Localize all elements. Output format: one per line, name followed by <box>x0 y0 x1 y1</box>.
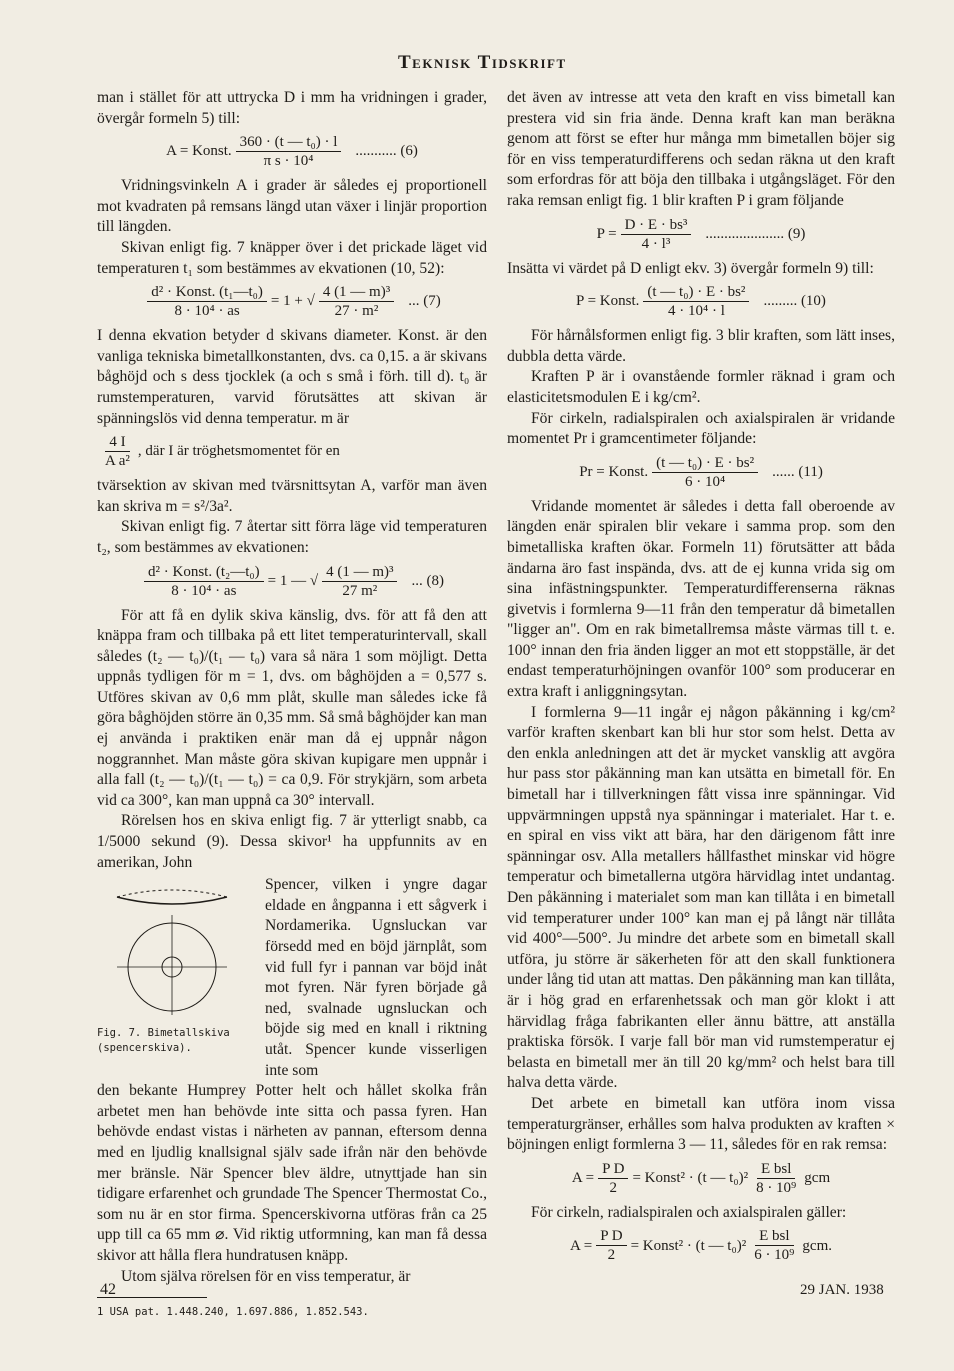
formula-7 <box>97 283 487 320</box>
paragraph: Kraften P är i ovanstående formler räknad i gram och elasticitetsmodulen E i kg/cm². <box>507 368 895 406</box>
paragraph: För hårnålsformen enligt fig. 3 blir kraften, som lätt inses, dubbla detta värde. <box>507 327 895 365</box>
paragraph: För cirkeln, radialspiralen och axialspiralen gäller: <box>531 1203 847 1221</box>
equation-number: ...... (11) <box>772 463 823 480</box>
formula-9 <box>507 216 895 253</box>
equation-number: ... (7) <box>408 293 441 310</box>
fraction <box>621 216 692 253</box>
denominator: 6 · 10⁹ <box>754 1247 795 1264</box>
paragraph: I denna ekvation betyder d skivans diameter. Konst. är den vanliga tekniska bimetallkonstanten, dvs. ca 0,15. a är skivans båghöjd och s dess tjocklek (a och s små i förh. till d). t₀ är rumstemperaturen, varvid förutsättes att skivan är spänningslös vid denna temperatur. m är <box>97 327 487 427</box>
denominator: 6 · 10⁴ <box>684 473 726 490</box>
paragraph: det även av intresse att veta den kraft en viss bimetall kan prestera vid sin fria ände. Denna kraft kan man beräkna genom att först se efter hur många mm bimetallen böjer sig för en viss temperaturdifferens och sedan räkna ut den kraft som erfordras för att böja den tillbaka i utgångsläget. För den raka remsan enligt fig. 1 blir kraften P i gram följande <box>507 89 895 209</box>
fraction <box>101 433 134 470</box>
numerator: 360 · (t — t₀) · l <box>236 133 342 152</box>
fraction <box>147 283 267 320</box>
equation-number: ......... (10) <box>763 293 826 310</box>
formula-operator: = 1 + √ <box>270 293 315 310</box>
denominator: π s · 10⁴ <box>263 153 314 170</box>
paragraph: man i stället för att uttrycka D i mm ha vridningen i grader, övergår formeln 5) till: <box>97 89 487 127</box>
formula-lhs: A = Konst. <box>166 143 232 160</box>
paragraph: Skivan enligt fig. 7 återtar sitt förra läge vid temperaturen t₂, som bestämmes av ekvationen: <box>97 518 487 556</box>
formula-lhs: A = <box>571 1169 595 1186</box>
formula-operator: = 1 — √ <box>267 572 319 589</box>
bimetal-disc-diagram <box>97 875 247 1015</box>
figure-caption: Fig. 7. Bimetallskiva (spencerskiva). <box>97 1026 230 1054</box>
denominator: 2 <box>607 1247 616 1264</box>
formula-lhs: Pr = Konst. <box>579 463 649 480</box>
fraction <box>643 283 749 320</box>
formula-6 <box>97 133 487 170</box>
numerator: d² · Konst. (t₂—t₀) <box>144 563 264 582</box>
paragraph: För cirkeln, radialspiralen och axialspiralen är vridande momentet Pr i gramcentimeter följande: <box>507 409 895 448</box>
formula-8 <box>97 563 487 600</box>
formula-operator: = Konst² · (t — t₀)² <box>632 1169 749 1186</box>
paragraph: Spencer, vilken i yngre dagar eldade en ångpanna i ett sågverk i Nordamerika. Ugnsluckan var försedd med en böjd järnplåt, som vid full fyr i pannan var böjd inåt mot fyren. När fyren började gå ned, svalnade ugnsluckan och böjde sig med en knall i riktning utåt. Spencer kunde visserligen inte som <box>265 876 487 1079</box>
paragraph: Insätta vi värdet på D enligt ekv. 3) övergår formeln 9) till: <box>507 259 874 277</box>
root-fraction <box>319 283 394 320</box>
numerator: 4 (1 — m)³ <box>322 563 397 582</box>
formula-lhs: P = Konst. <box>576 293 640 310</box>
journal-title: Teknisk Tidskrift <box>398 52 567 73</box>
figure-block <box>97 875 487 1081</box>
paragraph: tvärsektion av skivan med tvärsnittsytan A, varför man även kan skriva m = s²/3a². <box>97 477 487 515</box>
formula-11 <box>507 454 895 491</box>
figure-7 <box>97 875 257 1081</box>
issue-date: 29 JAN. 1938 <box>800 1282 884 1298</box>
formula-operator: = Konst² · (t — t₀)² <box>630 1237 747 1254</box>
equation-number: ........... (6) <box>355 143 418 160</box>
equation-number: ..................... (9) <box>705 225 806 242</box>
denominator: A a² <box>105 453 130 470</box>
right-column <box>507 88 895 1270</box>
paragraph: Vridande momentet är således i detta fall oberoende av längden enär spiralen blir vekare i samma prop. som den bimetalliska kraften ökar. Formeln 11) förutsätter att båda ändarna äro fast inspända, dvs. att de ej kunna vrida sig om sina infästningspunkter. Temperaturdifferenserna räknas givetvis i formlerna 9—11 från den temperatur då bimetallen "ligger an". Om en rak bimetallremsa måste värmas till t. e. 100° innan den fria änden ligger an mot ett stoppställe, är det endast temperaturhöjningen ovanför 100° som producerar en extra kraft i anliggningsytan. <box>507 497 895 701</box>
numerator: 4 I <box>105 433 129 452</box>
paragraph: Vridningsvinkeln A i grader är således ej proportionell mot kvadraten på remsans längd utan växer i linjär proportion till längden. <box>97 177 487 236</box>
unit: gcm. <box>802 1237 832 1254</box>
paragraph: Rörelsen hos en skiva enligt fig. 7 är ytterligt snabb, ca 1/5000 sekund (9). Dessa skivor¹ ha uppfunnits av en amerikan, John <box>97 812 487 871</box>
denominator: 4 · l³ <box>641 235 671 252</box>
left-column <box>97 88 487 1323</box>
fraction <box>596 1227 626 1264</box>
numerator: P D <box>598 1160 628 1179</box>
denominator: 8 · 10⁹ <box>756 1179 797 1196</box>
paragraph: Skivan enligt fig. 7 knäpper över i det prickade läget vid temperaturen t₁ som bestämmes av ekvationen (10, 52): <box>97 238 487 277</box>
footnote: 1 USA pat. 1.448.240, 1.697.886, 1.852.543. <box>97 1306 369 1319</box>
paragraph: den bekante Humprey Potter helt och hållet skolka från arbetet men han behövde inte sitta och passa fyren. Han behövde endast vistas i närheten av pannan, eftersom denna med en ljudlig knallsignal själv sade ifrån när den behövde mer bränsle. När Spencer blev äldre, utnyttjade han sin tidigare erfarenhet och grundade The Spencer Thermostat Co., som nu är en stor firma. Spencerskivorna utföras från ca 25 upp till ca 65 mm ⌀. Vid riktig utformning, kan man få dessa skivor att hålla flera hundratusen knäpp. <box>97 1082 487 1264</box>
inline-formula <box>97 433 487 470</box>
numerator: D · E · bs³ <box>621 216 692 235</box>
numerator: 4 (1 — m)³ <box>319 283 394 302</box>
formula-lhs: P = <box>596 225 617 242</box>
numerator: E bsl <box>757 1160 795 1179</box>
numerator: E bsl <box>755 1227 793 1246</box>
numerator: P D <box>596 1227 626 1246</box>
paragraph: Utom själva rörelsen för en viss temperatur, är <box>121 1267 411 1285</box>
numerator: d² · Konst. (t₁—t₀) <box>147 283 267 302</box>
fraction <box>598 1160 628 1197</box>
root-fraction <box>322 563 397 600</box>
equation-number: ... (8) <box>411 572 444 589</box>
fraction <box>236 133 342 170</box>
denominator: 4 · 10⁴ · l <box>667 303 725 320</box>
denominator: 2 <box>609 1179 618 1196</box>
formula-lhs: A = <box>570 1237 593 1254</box>
formula-work-straight <box>507 1160 895 1197</box>
fraction <box>750 1227 798 1264</box>
formula-text: , där I är tröghetsmomentet för en <box>137 443 340 460</box>
formula-work-spiral <box>507 1227 895 1264</box>
paragraph: För att få en dylik skiva känslig, dvs. för att få den att knäppa fram och tillbaka på ett litet temperaturintervall, skall således (t₂ — t₀)/(t₁ — t₀) vara så nära 1 som möjligt. Detta uppnås tydligen för m = 1, dvs. om båghöjden a = 0,577 s. Utföres skivan av 0,6 mm plåt, skulle man således icke få göra båghöjden större än 0,35 mm. Så små båghöjder kan man ej använda i praktiken enär man då ej uppnår någon noggrannhet. Man måste göra skivan kupigare men uppnår i alla fall (t₂ — t₀)/(t₁ — t₀) = ca 0,9. För strykjärn, som arbeta vid ca 300°, kan man uppnå ca 30° intervall. <box>97 606 487 809</box>
fraction <box>752 1160 800 1197</box>
fraction <box>144 563 264 600</box>
paragraph: Det arbete en bimetall kan utföra inom vissa temperaturgränser, erhålles som halva produkten av kraften × böjningen enligt formlerna 3 — 11, således för en rak remsa: <box>507 1094 895 1154</box>
denominator: 27 m² <box>342 582 378 599</box>
denominator: 27 · m² <box>334 303 379 320</box>
numerator: (t — t₀) · E · bs² <box>643 283 749 302</box>
paragraph: I formlerna 9—11 ingår ej någon påkänning i kg/cm² varför kraften skenbart kan bli hur stor som helst. Detta av den enkla anledningen att det är mycket vansklig att avgöra hur pass stor påkänning man kan utsätta en bimetall för. En bimetall har i tillverkningen fått vissa inre spänningar. Vid uppvärmningen uppstå nya spänningar i materialet. Har t. e. en spiral en viss vikt att bära, har den därigenom fått inre spänningar osv. Alla metallers hållfasthet minskar vid högre temperatur och bimetallerna utgöra härvidlag intet undantag. Den påkänning i materialet som man kan tillåta i en bimetall vid temperaturer under 100° kan man ej på långt när tillåta vid 400°—500°. Ju mindre det arbete som en bimetall skall utföra, ju större är säkerheten för att den skall funktionera under lång tid utan att mattas. Den påkänning man kan tillåta, är i hög grad en erfarenhetssak och man gör klokt i att härvidlag fråga fabrikanten eller ännu bättre, att anställa praktiska försök. I varje fall bör man vid rumstemperatur ej belasta en bimetall mer än till 20 kg/mm² och helst bara till halva detta värde. <box>507 703 895 1092</box>
numerator: (t — t₀) · E · bs² <box>652 454 758 473</box>
unit: gcm <box>804 1169 831 1186</box>
denominator: 8 · 10⁴ · as <box>171 582 237 599</box>
formula-10 <box>507 283 895 320</box>
page-number: 42 <box>100 1281 116 1298</box>
fraction <box>652 454 758 491</box>
denominator: 8 · 10⁴ · as <box>174 303 240 320</box>
